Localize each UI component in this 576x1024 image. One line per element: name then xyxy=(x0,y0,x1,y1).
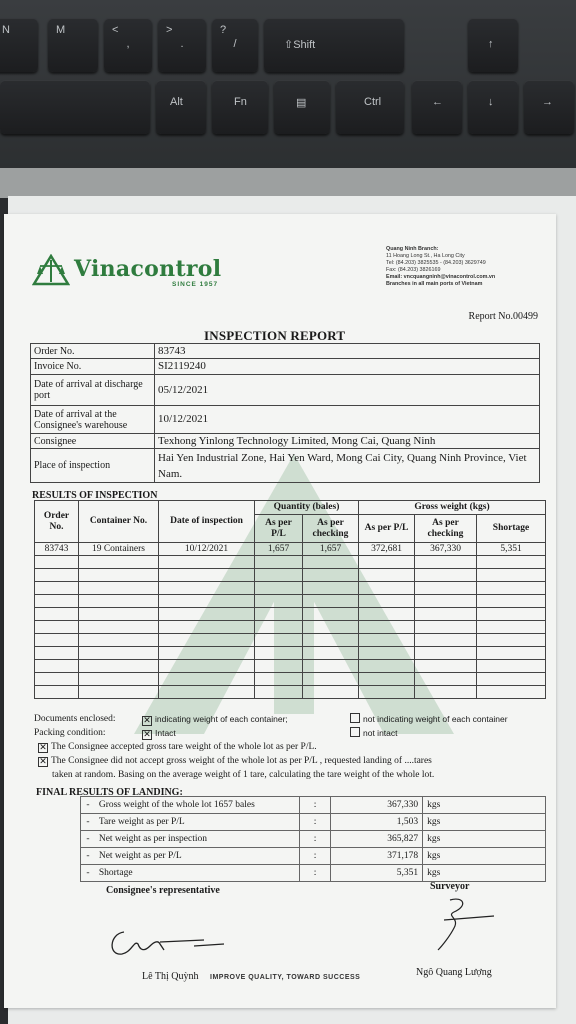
results-table xyxy=(34,500,546,699)
empty-row xyxy=(35,634,546,647)
packing-condition-row xyxy=(34,726,550,740)
empty-row xyxy=(35,686,546,699)
col-quantity: Quantity (bales) xyxy=(255,501,359,515)
key-fn: Fn xyxy=(212,80,268,134)
final-unit: kgs xyxy=(423,797,546,814)
info-row xyxy=(31,434,540,449)
order-info-table xyxy=(30,343,540,483)
table-row: - Shortage : 5,351 kgs xyxy=(81,865,546,882)
key-arrow-down: ↓ xyxy=(468,80,518,134)
col-date: Date of inspection xyxy=(159,501,255,543)
info-value: 83743 xyxy=(155,344,540,359)
info-row xyxy=(31,344,540,359)
surveyor-title: Surveyor xyxy=(430,881,470,892)
surveyor-signature-icon xyxy=(424,894,504,954)
consignee-accepted-row xyxy=(38,740,550,754)
slogan: IMPROVE QUALITY, TOWARD SUCCESS xyxy=(210,974,361,981)
option-not-intact: not intact xyxy=(363,728,398,738)
col-qty-check: As per checking xyxy=(303,515,359,543)
final-label: Shortage xyxy=(95,865,300,882)
report-title: INSPECTION REPORT xyxy=(204,328,346,343)
cell-container-no: 19 Containers xyxy=(79,543,159,556)
info-row xyxy=(31,359,540,375)
final-results-title: FINAL RESULTS OF LANDING: xyxy=(36,787,183,798)
desk-surface xyxy=(0,168,576,198)
empty-row xyxy=(35,673,546,686)
checkbox-consignee-accepted[interactable]: ✕ xyxy=(39,743,47,753)
empty-row xyxy=(35,621,546,634)
final-value: 5,351 xyxy=(330,865,422,882)
col-gross-weight: Gross weight (kgs) xyxy=(359,501,546,515)
checkbox-indicating-weight[interactable]: ✕ xyxy=(143,716,151,726)
checkbox-consignee-not-accepted[interactable]: ✕ xyxy=(39,757,47,767)
consignee-accepted-text: The Consignee accepted gross tare weight of the whole lot as per P/L. xyxy=(51,742,317,752)
info-row xyxy=(31,375,540,406)
option-not-indicating-weight: not indicating weight of each container xyxy=(363,714,508,724)
final-label: Gross weight of the whole lot 1657 bales xyxy=(95,797,300,814)
consignee-signature-icon xyxy=(104,914,234,964)
vinacontrol-logo xyxy=(32,254,232,294)
key-comma: < , xyxy=(104,18,152,72)
final-label: Net weight as per P/L xyxy=(95,848,300,865)
info-label: Date of arrival at discharge port xyxy=(31,375,155,406)
branch-tel: Tel: (84.203) 3825535 - (84.203) 3629749 xyxy=(386,260,486,266)
cell-shortage: 5,351 xyxy=(477,543,546,556)
info-row xyxy=(31,449,540,483)
consignee-not-accepted-text: The Consignee did not accept gross weight of the whole lot as per P/L , requested landing of ....tares xyxy=(51,756,432,766)
packing-condition-label: Packing condition: xyxy=(34,728,106,738)
empty-row xyxy=(35,582,546,595)
inspection-report-document xyxy=(4,214,556,1008)
table-row: - Tare weight as per P/L : 1,503 kgs xyxy=(81,814,546,831)
consignee-representative-title: Consignee's representative xyxy=(106,885,220,896)
cell-order-no: 83743 xyxy=(35,543,79,556)
checkbox-not-intact[interactable] xyxy=(350,727,360,737)
cell-gross-pl: 372,681 xyxy=(359,543,415,556)
empty-row xyxy=(35,569,546,582)
info-value: Texhong Yinlong Technology Limited, Mong Cai, Quang Ninh xyxy=(155,434,540,449)
consignee-not-accepted-text-2: taken at random. Basing on the average weight of 1 tare, calculating the tare weight of the whole lot. xyxy=(52,770,435,780)
col-container-no: Container No. xyxy=(79,501,159,543)
consignee-name: Lê Thị Quỳnh xyxy=(142,971,199,982)
info-value: 05/12/2021 xyxy=(155,375,540,406)
consignee-not-accepted-row-2 xyxy=(52,768,550,782)
key-period: > . xyxy=(158,18,206,72)
info-value: Hai Yen Industrial Zone, Hai Yen Ward, Mong Cai City, Quang Ninh Province, Viet Nam. xyxy=(155,449,540,483)
info-row xyxy=(31,406,540,434)
key-ctrl: Ctrl xyxy=(336,80,404,134)
final-value: 365,827 xyxy=(330,831,422,848)
info-value: SI2119240 xyxy=(155,359,540,375)
final-value: 367,330 xyxy=(330,797,422,814)
branch-note: Branches in all main ports of Vietnam xyxy=(386,281,483,287)
empty-row xyxy=(35,660,546,673)
key-arrow-left: ← xyxy=(412,80,462,134)
key-arrow-right: → xyxy=(524,80,574,134)
col-order-no: Order No. xyxy=(35,501,79,543)
key-arrow-up: ↑ xyxy=(468,18,518,72)
key-slash: ? / xyxy=(212,18,258,72)
cell-date: 10/12/2021 xyxy=(159,543,255,556)
col-gross-check: As per checking xyxy=(415,515,477,543)
final-unit: kgs xyxy=(423,848,546,865)
col-qty-pl: As per P/L xyxy=(255,515,303,543)
documents-section xyxy=(34,712,550,782)
consignee-not-accepted-row xyxy=(38,754,550,768)
documents-enclosed-label: Documents enclosed: xyxy=(34,714,116,724)
surveyor-name: Ngô Quang Lượng xyxy=(416,967,492,978)
documents-enclosed-row xyxy=(34,712,550,726)
info-label: Date of arrival at the Consignee's warehouse xyxy=(31,406,155,434)
empty-row xyxy=(35,595,546,608)
final-value: 371,178 xyxy=(330,848,422,865)
keyboard-background xyxy=(0,0,576,168)
col-shortage: Shortage xyxy=(477,515,546,543)
empty-row xyxy=(35,608,546,621)
final-results-table xyxy=(80,796,546,882)
results-header-row xyxy=(35,501,546,515)
key-space xyxy=(0,80,150,134)
table-row: - Net weight as per inspection : 365,827 kgs xyxy=(81,831,546,848)
key-shift: ⇧Shift xyxy=(264,18,404,72)
checkbox-intact[interactable]: ✕ xyxy=(143,730,151,740)
table-row: - Gross weight of the whole lot 1657 bales : 367,330 kgs xyxy=(81,797,546,814)
report-number: Report No.00499 xyxy=(468,311,538,322)
final-value: 1,503 xyxy=(330,814,422,831)
key-n: N xyxy=(0,18,38,72)
scale-logo-icon xyxy=(32,254,70,286)
info-label: Order No. xyxy=(31,344,155,359)
key-menu: ▤ xyxy=(274,80,330,134)
option-indicating-weight: indicating weight of each container; xyxy=(155,714,288,724)
empty-row xyxy=(35,556,546,569)
empty-row xyxy=(35,647,546,660)
key-alt: Alt xyxy=(156,80,206,134)
results-section-title: RESULTS OF INSPECTION xyxy=(32,490,158,501)
info-label: Place of inspection xyxy=(31,449,155,483)
checkbox-not-indicating-weight[interactable] xyxy=(350,713,360,723)
final-label: Tare weight as per P/L xyxy=(95,814,300,831)
branch-email: Email: vncquangninh@vinacontrol.com.vn xyxy=(386,274,496,280)
final-unit: kgs xyxy=(423,865,546,882)
cell-gross-check: 367,330 xyxy=(415,543,477,556)
logo-text: Vinacontrol xyxy=(74,256,222,282)
info-label: Invoice No. xyxy=(31,359,155,375)
branch-title: Quang Ninh Branch: xyxy=(386,246,439,252)
col-gross-pl: As per P/L xyxy=(359,515,415,543)
branch-fax: Fax: (84.203) 3826169 xyxy=(386,267,441,273)
branch-address: 11 Hoang Long St., Ha Long City xyxy=(386,253,465,259)
cell-qty-check: 1,657 xyxy=(303,543,359,556)
logo-since: SINCE 1957 xyxy=(172,281,219,288)
final-unit: kgs xyxy=(423,814,546,831)
final-label: Net weight as per inspection xyxy=(95,831,300,848)
info-value: 10/12/2021 xyxy=(155,406,540,434)
cell-qty-pl: 1,657 xyxy=(255,543,303,556)
final-unit: kgs xyxy=(423,831,546,848)
key-m: M xyxy=(48,18,98,72)
table-row: - Net weight as per P/L : 371,178 kgs xyxy=(81,848,546,865)
option-intact: Intact xyxy=(155,728,176,738)
table-row xyxy=(35,543,546,556)
branch-info xyxy=(386,246,556,288)
info-label: Consignee xyxy=(31,434,155,449)
